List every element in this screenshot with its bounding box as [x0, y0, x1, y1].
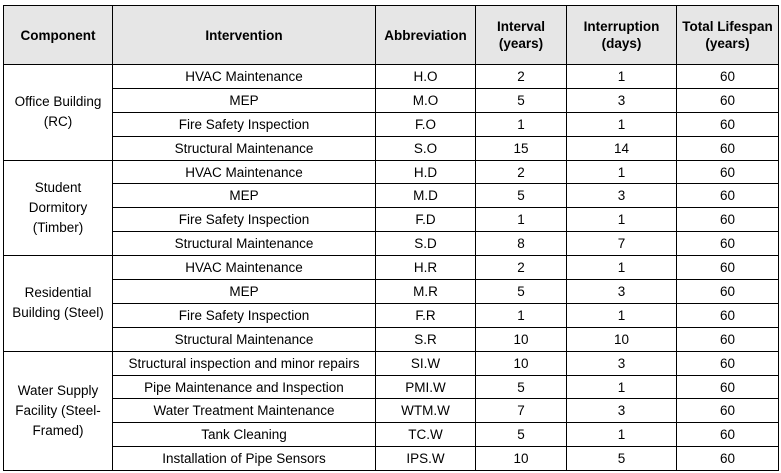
lifespan-cell: 60	[677, 160, 779, 184]
lifespan-cell: 60	[677, 351, 779, 375]
table-row	[4, 136, 779, 160]
interruption-cell: 1	[567, 65, 677, 89]
interruption-cell: 7	[567, 232, 677, 256]
table-row	[4, 280, 779, 304]
table-row	[4, 65, 779, 89]
table-row	[4, 208, 779, 232]
table-row	[4, 256, 779, 280]
intervention-cell: Installation of Pipe Sensors	[113, 447, 376, 471]
intervention-cell: HVAC Maintenance	[113, 65, 376, 89]
interval-cell: 5	[476, 88, 567, 112]
interval-cell: 2	[476, 65, 567, 89]
interval-cell: 2	[476, 160, 567, 184]
lifespan-cell: 60	[677, 375, 779, 399]
lifespan-cell: 60	[677, 280, 779, 304]
lifespan-cell: 60	[677, 208, 779, 232]
intervention-cell: Pipe Maintenance and Inspection	[113, 375, 376, 399]
intervention-cell: MEP	[113, 88, 376, 112]
interval-cell: 5	[476, 280, 567, 304]
interval-cell: 10	[476, 447, 567, 471]
lifespan-cell: 60	[677, 136, 779, 160]
header-intervention: Intervention	[113, 6, 376, 65]
interruption-cell: 10	[567, 327, 677, 351]
table-body	[4, 65, 779, 471]
component-cell: Office Building (RC)	[4, 65, 113, 161]
interval-cell: 1	[476, 208, 567, 232]
interruption-cell: 1	[567, 208, 677, 232]
intervention-cell: Fire Safety Inspection	[113, 112, 376, 136]
intervention-cell: Structural inspection and minor repairs	[113, 351, 376, 375]
intervention-cell: Water Treatment Maintenance	[113, 399, 376, 423]
abbreviation-cell: IPS.W	[376, 447, 476, 471]
abbreviation-cell: SI.W	[376, 351, 476, 375]
lifespan-cell: 60	[677, 184, 779, 208]
abbreviation-cell: S.R	[376, 327, 476, 351]
table-row	[4, 160, 779, 184]
intervention-cell: HVAC Maintenance	[113, 160, 376, 184]
interval-cell: 5	[476, 375, 567, 399]
abbreviation-cell: F.O	[376, 112, 476, 136]
interruption-cell: 14	[567, 136, 677, 160]
table-row	[4, 184, 779, 208]
table-row	[4, 88, 779, 112]
interval-cell: 1	[476, 303, 567, 327]
interruption-cell: 3	[567, 351, 677, 375]
interruption-cell: 3	[567, 184, 677, 208]
table-row	[4, 375, 779, 399]
header-row	[4, 6, 779, 65]
lifespan-cell: 60	[677, 232, 779, 256]
interval-cell: 10	[476, 351, 567, 375]
abbreviation-cell: M.D	[376, 184, 476, 208]
abbreviation-cell: H.O	[376, 65, 476, 89]
abbreviation-cell: H.D	[376, 160, 476, 184]
intervention-cell: Structural Maintenance	[113, 136, 376, 160]
interval-cell: 1	[476, 112, 567, 136]
abbreviation-cell: M.O	[376, 88, 476, 112]
interval-cell: 2	[476, 256, 567, 280]
abbreviation-cell: PMI.W	[376, 375, 476, 399]
table-row	[4, 399, 779, 423]
abbreviation-cell: S.D	[376, 232, 476, 256]
header-lifespan: Total Lifespan (years)	[677, 6, 779, 65]
interruption-cell: 3	[567, 399, 677, 423]
table-row	[4, 303, 779, 327]
table-row	[4, 112, 779, 136]
lifespan-cell: 60	[677, 447, 779, 471]
intervention-cell: Tank Cleaning	[113, 423, 376, 447]
lifespan-cell: 60	[677, 65, 779, 89]
intervention-cell: MEP	[113, 280, 376, 304]
interval-cell: 8	[476, 232, 567, 256]
abbreviation-cell: S.O	[376, 136, 476, 160]
intervention-cell: Fire Safety Inspection	[113, 208, 376, 232]
abbreviation-cell: M.R	[376, 280, 476, 304]
lifespan-cell: 60	[677, 423, 779, 447]
interruption-cell: 3	[567, 88, 677, 112]
abbreviation-cell: H.R	[376, 256, 476, 280]
component-cell: Student Dormitory (Timber)	[4, 160, 113, 256]
interruption-cell: 1	[567, 303, 677, 327]
interruption-cell: 1	[567, 256, 677, 280]
lifespan-cell: 60	[677, 327, 779, 351]
abbreviation-cell: F.R	[376, 303, 476, 327]
abbreviation-cell: WTM.W	[376, 399, 476, 423]
intervention-cell: MEP	[113, 184, 376, 208]
interruption-cell: 1	[567, 160, 677, 184]
interruption-cell: 5	[567, 447, 677, 471]
intervention-cell: Structural Maintenance	[113, 232, 376, 256]
abbreviation-cell: F.D	[376, 208, 476, 232]
header-component: Component	[4, 6, 113, 65]
maintenance-table	[3, 5, 779, 471]
interruption-cell: 1	[567, 423, 677, 447]
lifespan-cell: 60	[677, 88, 779, 112]
table-row	[4, 447, 779, 471]
interruption-cell: 1	[567, 112, 677, 136]
interval-cell: 5	[476, 423, 567, 447]
lifespan-cell: 60	[677, 112, 779, 136]
table-row	[4, 423, 779, 447]
table-row	[4, 351, 779, 375]
component-cell: Residential Building (Steel)	[4, 256, 113, 352]
interval-cell: 15	[476, 136, 567, 160]
intervention-cell: HVAC Maintenance	[113, 256, 376, 280]
lifespan-cell: 60	[677, 303, 779, 327]
table-row	[4, 327, 779, 351]
interruption-cell: 1	[567, 375, 677, 399]
component-cell: Water Supply Facility (Steel-Framed)	[4, 351, 113, 470]
interval-cell: 10	[476, 327, 567, 351]
interval-cell: 5	[476, 184, 567, 208]
lifespan-cell: 60	[677, 399, 779, 423]
header-interruption: Interruption (days)	[567, 6, 677, 65]
intervention-cell: Fire Safety Inspection	[113, 303, 376, 327]
interruption-cell: 3	[567, 280, 677, 304]
table-row	[4, 232, 779, 256]
interval-cell: 7	[476, 399, 567, 423]
header-abbreviation: Abbreviation	[376, 6, 476, 65]
abbreviation-cell: TC.W	[376, 423, 476, 447]
intervention-cell: Structural Maintenance	[113, 327, 376, 351]
lifespan-cell: 60	[677, 256, 779, 280]
header-interval: Interval (years)	[476, 6, 567, 65]
